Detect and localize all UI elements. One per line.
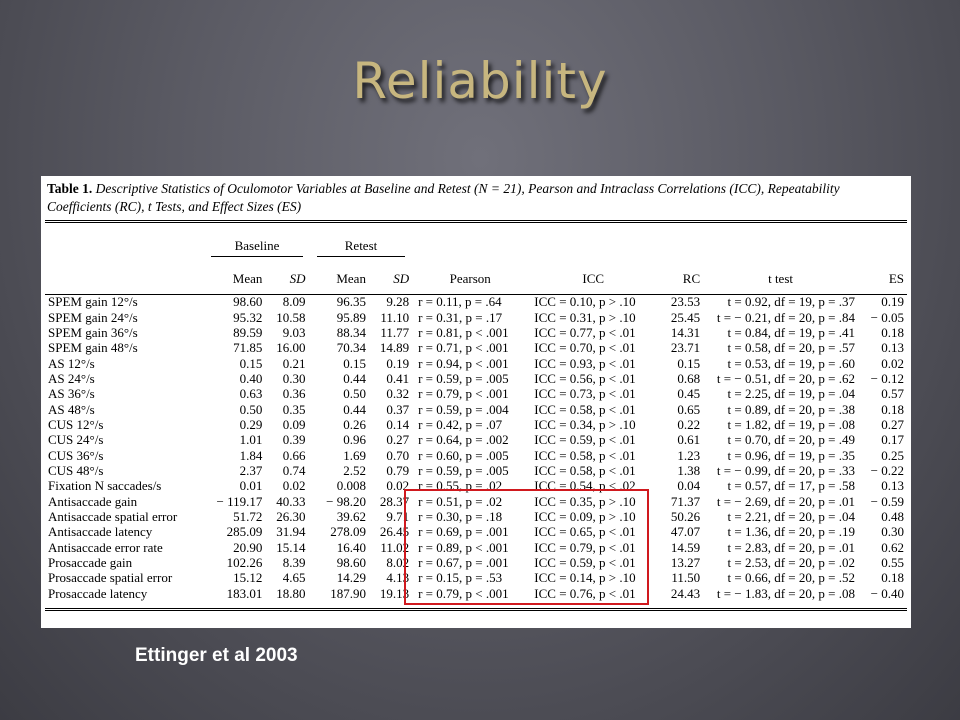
cell-variable: SPEM gain 36°/s (48, 324, 138, 340)
col-t-test: t test (768, 271, 793, 286)
cell-pearson: r = 0.79, p < .001 (418, 386, 509, 402)
cell-retest-sd: 0.41 (386, 370, 410, 386)
cell-retest-mean: 0.26 (343, 416, 366, 432)
cell-icc: ICC = 0.14, p > .10 (534, 570, 636, 586)
table-row (45, 417, 907, 432)
citation: Ettinger et al 2003 (135, 645, 298, 666)
cell-baseline-mean: 0.01 (239, 478, 263, 494)
cell-pearson: r = 0.51, p = .02 (418, 493, 503, 509)
highlight-box (404, 489, 649, 605)
cell-icc: ICC = 0.56, p < .01 (534, 370, 636, 386)
cell-retest-mean: 278.09 (330, 524, 366, 540)
cell-t-test: t = 0.58, df = 20, p = .57 (727, 340, 855, 356)
cell-t-test: t = − 2.69, df = 20, p = .01 (716, 493, 855, 509)
cell-icc: ICC = 0.58, p < .01 (534, 447, 636, 463)
cell-retest-mean: 96.35 (336, 294, 366, 310)
cell-t-test: t = 2.53, df = 20, p = .02 (727, 555, 855, 571)
cell-baseline-sd: 40.33 (276, 493, 306, 509)
cell-es: 0.57 (881, 386, 904, 402)
cell-t-test: t = 0.96, df = 19, p = .35 (727, 447, 855, 463)
cell-retest-mean: 88.34 (336, 324, 366, 340)
cell-rc: 50.26 (670, 508, 701, 524)
table-row (45, 355, 907, 370)
cell-baseline-mean: 0.15 (239, 355, 263, 371)
table-caption (47, 180, 907, 216)
cell-es: 0.18 (881, 401, 904, 417)
cell-baseline-mean: 285.09 (226, 524, 263, 540)
cell-t-test: t = 0.89, df = 20, p = .38 (727, 401, 855, 417)
cell-retest-mean: 0.008 (336, 478, 366, 494)
cell-retest-mean: 0.44 (343, 401, 366, 417)
cell-es: − 0.12 (870, 370, 904, 386)
col-pearson: Pearson (449, 271, 491, 286)
cell-baseline-sd: 26.30 (276, 508, 306, 524)
cell-variable: AS 36°/s (48, 386, 95, 402)
cell-pearson: r = 0.31, p = .17 (418, 309, 503, 325)
cell-baseline-sd: 0.02 (282, 478, 306, 494)
top-rule (45, 220, 907, 223)
cell-retest-mean: 39.62 (336, 508, 366, 524)
col-es: ES (888, 271, 904, 286)
cell-pearson: r = 0.59, p = .005 (418, 370, 509, 386)
cell-icc: ICC = 0.77, p < .01 (534, 324, 636, 340)
caption-label: Table 1. (47, 181, 93, 196)
cell-es: 0.27 (881, 416, 904, 432)
cell-rc: 14.59 (670, 539, 701, 555)
cell-baseline-mean: 102.26 (226, 555, 263, 571)
cell-es: 0.55 (881, 555, 904, 571)
header-rule (45, 294, 907, 295)
cell-t-test: t = − 0.99, df = 20, p = .33 (716, 462, 855, 478)
table-row (45, 401, 907, 416)
cell-pearson: r = 0.42, p = .07 (418, 416, 503, 432)
retest-group-line (317, 256, 405, 257)
cell-pearson: r = 0.67, p = .001 (418, 555, 509, 571)
cell-baseline-sd: 0.35 (282, 401, 306, 417)
table-row (45, 340, 907, 355)
cell-rc: 1.23 (677, 447, 701, 463)
cell-variable: SPEM gain 12°/s (48, 294, 138, 310)
table-row (45, 371, 907, 386)
cell-retest-mean: 98.60 (336, 555, 366, 571)
cell-baseline-sd: 0.39 (282, 432, 306, 448)
cell-t-test: t = 0.66, df = 20, p = .52 (727, 570, 855, 586)
cell-retest-sd: 0.14 (386, 416, 410, 432)
cell-rc: 13.27 (670, 555, 701, 571)
cell-icc: ICC = 0.93, p < .01 (534, 355, 636, 371)
cell-t-test: t = 0.57, df = 17, p = .58 (727, 478, 855, 494)
table-figure (41, 176, 911, 628)
cell-retest-mean: 14.29 (336, 570, 366, 586)
cell-pearson: r = 0.11, p = .64 (418, 294, 502, 310)
cell-icc: ICC = 0.76, p < .01 (534, 585, 636, 601)
cell-retest-sd: 11.10 (380, 309, 410, 325)
table-row (45, 325, 907, 340)
cell-baseline-sd: 0.09 (282, 416, 306, 432)
cell-baseline-sd: 4.65 (282, 570, 306, 586)
cell-rc: 0.61 (677, 432, 701, 448)
cell-baseline-sd: 0.74 (282, 462, 306, 478)
cell-variable: AS 24°/s (48, 370, 95, 386)
cell-pearson: r = 0.15, p = .53 (418, 570, 503, 586)
cell-retest-sd: 0.27 (386, 432, 410, 448)
cell-retest-sd: 0.02 (386, 478, 410, 494)
cell-baseline-sd: 15.14 (276, 539, 306, 555)
cell-t-test: t = − 0.51, df = 20, p = .62 (716, 370, 855, 386)
table-row (45, 386, 907, 401)
cell-variable: Prosaccade gain (48, 555, 133, 571)
cell-es: 0.13 (881, 340, 904, 356)
cell-retest-mean: 1.69 (343, 447, 366, 463)
cell-retest-sd: 0.37 (386, 401, 410, 417)
cell-rc: 23.71 (670, 340, 701, 356)
cell-es: − 0.59 (870, 493, 904, 509)
cell-retest-mean: 0.50 (343, 386, 366, 402)
cell-baseline-sd: 8.39 (282, 555, 306, 571)
cell-retest-mean: 0.96 (343, 432, 366, 448)
cell-rc: 0.65 (677, 401, 701, 417)
cell-pearson: r = 0.81, p < .001 (418, 324, 509, 340)
cell-retest-sd: 4.13 (386, 570, 410, 586)
cell-variable: Antisaccade latency (48, 524, 153, 540)
baseline-group-line (211, 256, 303, 257)
cell-retest-sd: 0.19 (386, 355, 410, 371)
cell-rc: 0.15 (677, 355, 701, 371)
cell-t-test: t = 0.92, df = 19, p = .37 (727, 294, 855, 310)
cell-variable: CUS 48°/s (48, 462, 104, 478)
cell-pearson: r = 0.55, p = .02 (418, 478, 503, 494)
cell-baseline-mean: − 119.17 (216, 493, 263, 509)
cell-retest-mean: 70.34 (336, 340, 366, 356)
cell-retest-mean: 16.40 (336, 539, 366, 555)
cell-t-test: t = 0.53, df = 19, p = .60 (727, 355, 855, 371)
cell-icc: ICC = 0.58, p < .01 (534, 401, 636, 417)
cell-pearson: r = 0.71, p < .001 (418, 340, 509, 356)
cell-retest-mean: 187.90 (330, 585, 366, 601)
cell-baseline-mean: 15.12 (233, 570, 263, 586)
table-row (45, 294, 907, 309)
cell-baseline-sd: 31.94 (276, 524, 306, 540)
cell-icc: ICC = 0.73, p < .01 (534, 386, 636, 402)
cell-baseline-mean: 89.59 (233, 324, 263, 340)
cell-variable: CUS 24°/s (48, 432, 104, 448)
bottom-rule (45, 608, 907, 611)
cell-rc: 14.31 (670, 324, 701, 340)
cell-baseline-sd: 10.58 (276, 309, 306, 325)
cell-variable: Prosaccade latency (48, 585, 148, 601)
cell-t-test: t = 2.21, df = 20, p = .04 (727, 508, 855, 524)
cell-rc: 0.22 (677, 416, 701, 432)
cell-baseline-mean: 95.32 (233, 309, 263, 325)
cell-t-test: t = 2.83, df = 20, p = .01 (727, 539, 855, 555)
cell-variable: Antisaccade error rate (48, 539, 163, 555)
cell-retest-sd: 9.71 (386, 508, 410, 524)
cell-variable: AS 48°/s (48, 401, 95, 417)
cell-baseline-sd: 18.80 (276, 585, 306, 601)
cell-t-test: t = 1.36, df = 20, p = .19 (727, 524, 855, 540)
cell-es: 0.62 (881, 539, 904, 555)
cell-t-test: t = 2.25, df = 19, p = .04 (727, 386, 855, 402)
cell-es: − 0.05 (870, 309, 904, 325)
cell-variable: CUS 36°/s (48, 447, 104, 463)
cell-t-test: t = 0.84, df = 19, p = .41 (727, 324, 855, 340)
cell-variable: Prosaccade spatial error (48, 570, 173, 586)
cell-baseline-sd: 16.00 (276, 340, 306, 356)
retest-group-header: Retest (344, 238, 378, 253)
cell-rc: 25.45 (670, 309, 701, 325)
cell-retest-sd: 26.45 (379, 524, 410, 540)
cell-retest-sd: 14.89 (379, 340, 410, 356)
cell-pearson: r = 0.60, p = .005 (418, 447, 509, 463)
cell-icc: ICC = 0.70, p < .01 (534, 340, 636, 356)
cell-icc: ICC = 0.59, p < .01 (534, 432, 636, 448)
cell-es: − 0.22 (870, 462, 904, 478)
cell-rc: 0.45 (677, 386, 701, 402)
cell-rc: 23.53 (670, 294, 701, 310)
caption-text: Descriptive Statistics of Oculomotor Variables at Baseline and Retest (N = 21), Pearson and Intraclass Correlations (ICC), Repeatability Coefficients (RC), t Tests, and Effect Sizes (ES) (47, 181, 840, 214)
cell-pearson: r = 0.59, p = .005 (418, 462, 509, 478)
cell-rc: 11.50 (671, 570, 701, 586)
cell-baseline-mean: 71.85 (233, 340, 263, 356)
cell-es: 0.18 (881, 570, 904, 586)
cell-pearson: r = 0.94, p < .001 (418, 355, 509, 371)
cell-es: − 0.40 (870, 585, 904, 601)
cell-variable: SPEM gain 24°/s (48, 309, 138, 325)
cell-baseline-sd: 0.21 (282, 355, 306, 371)
cell-pearson: r = 0.59, p = .004 (418, 401, 509, 417)
cell-variable: Antisaccade spatial error (48, 508, 178, 524)
table-row (45, 309, 907, 324)
cell-pearson: r = 0.30, p = .18 (418, 508, 503, 524)
cell-icc: ICC = 0.31, p > .10 (534, 309, 636, 325)
cell-retest-mean: 2.52 (343, 462, 366, 478)
cell-rc: 47.07 (670, 524, 701, 540)
cell-icc: ICC = 0.65, p < .01 (534, 524, 636, 540)
col-baseline-sd: SD (289, 271, 306, 286)
cell-retest-sd: 9.28 (386, 294, 410, 310)
cell-pearson: r = 0.89, p < .001 (418, 539, 509, 555)
cell-icc: ICC = 0.59, p < .01 (534, 555, 636, 571)
col-retest-sd: SD (393, 271, 410, 286)
cell-icc: ICC = 0.54, p < .02 (534, 478, 636, 494)
cell-rc: 71.37 (670, 493, 701, 509)
table-row (45, 463, 907, 478)
cell-es: 0.13 (881, 478, 904, 494)
cell-icc: ICC = 0.09, p > .10 (534, 508, 636, 524)
cell-retest-mean: 95.89 (336, 309, 366, 325)
cell-icc: ICC = 0.35, p > .10 (534, 493, 636, 509)
cell-es: 0.48 (881, 508, 904, 524)
cell-retest-sd: 8.02 (386, 555, 410, 571)
cell-pearson: r = 0.64, p = .002 (418, 432, 509, 448)
cell-baseline-sd: 0.36 (282, 386, 306, 402)
cell-retest-sd: 11.77 (380, 324, 410, 340)
cell-baseline-sd: 8.09 (282, 294, 306, 310)
cell-retest-sd: 28.37 (379, 493, 410, 509)
table-row (45, 432, 907, 447)
column-header-row (45, 264, 907, 294)
cell-variable: AS 12°/s (48, 355, 95, 371)
cell-icc: ICC = 0.79, p < .01 (534, 539, 636, 555)
cell-retest-sd: 11.02 (380, 539, 410, 555)
cell-baseline-mean: 183.01 (226, 585, 263, 601)
col-variable (45, 264, 208, 294)
cell-baseline-mean: 0.63 (239, 386, 263, 402)
cell-baseline-sd: 0.66 (282, 447, 306, 463)
cell-retest-mean: 0.44 (343, 370, 366, 386)
cell-es: 0.30 (881, 524, 904, 540)
col-baseline-mean: Mean (232, 271, 263, 286)
cell-baseline-mean: 51.72 (233, 508, 263, 524)
cell-t-test: t = 0.70, df = 20, p = .49 (727, 432, 855, 448)
cell-variable: SPEM gain 48°/s (48, 340, 138, 356)
cell-baseline-mean: 0.40 (239, 370, 263, 386)
cell-t-test: t = − 0.21, df = 20, p = .84 (716, 309, 855, 325)
cell-retest-sd: 0.79 (386, 462, 410, 478)
cell-baseline-mean: 1.84 (239, 447, 263, 463)
cell-rc: 24.43 (670, 585, 701, 601)
cell-rc: 1.38 (677, 462, 701, 478)
cell-rc: 0.04 (677, 478, 701, 494)
cell-retest-mean: 0.15 (343, 355, 366, 371)
cell-baseline-sd: 0.30 (282, 370, 306, 386)
table-row (45, 447, 907, 462)
cell-baseline-mean: 2.37 (239, 462, 263, 478)
cell-retest-mean: − 98.20 (326, 493, 366, 509)
cell-es: 0.18 (881, 324, 904, 340)
cell-pearson: r = 0.79, p < .001 (418, 585, 509, 601)
cell-variable: CUS 12°/s (48, 416, 104, 432)
cell-t-test: t = 1.82, df = 19, p = .08 (727, 416, 855, 432)
cell-retest-sd: 19.13 (379, 585, 410, 601)
cell-rc: 0.68 (677, 370, 701, 386)
col-rc: RC (682, 271, 701, 286)
cell-es: 0.19 (881, 294, 904, 310)
cell-retest-sd: 0.70 (386, 447, 410, 463)
col-icc: ICC (582, 271, 605, 286)
slide-title: Reliability (352, 52, 608, 110)
cell-es: 0.25 (881, 447, 904, 463)
cell-icc: ICC = 0.34, p > .10 (534, 416, 636, 432)
cell-icc: ICC = 0.10, p > .10 (534, 294, 636, 310)
cell-baseline-mean: 0.50 (239, 401, 263, 417)
cell-retest-sd: 0.32 (386, 386, 410, 402)
baseline-group-header: Baseline (234, 238, 280, 253)
cell-es: 0.02 (881, 355, 904, 371)
cell-icc: ICC = 0.58, p < .01 (534, 462, 636, 478)
cell-baseline-mean: 20.90 (233, 539, 263, 555)
cell-baseline-sd: 9.03 (282, 324, 306, 340)
cell-variable: Fixation N saccades/s (48, 478, 162, 494)
cell-variable: Antisaccade gain (48, 493, 138, 509)
col-retest-mean: Mean (336, 271, 366, 286)
cell-baseline-mean: 1.01 (239, 432, 263, 448)
cell-pearson: r = 0.69, p = .001 (418, 524, 509, 540)
cell-baseline-mean: 0.29 (239, 416, 263, 432)
cell-t-test: t = − 1.83, df = 20, p = .08 (716, 585, 855, 601)
cell-es: 0.17 (881, 432, 904, 448)
cell-baseline-mean: 98.60 (233, 294, 263, 310)
